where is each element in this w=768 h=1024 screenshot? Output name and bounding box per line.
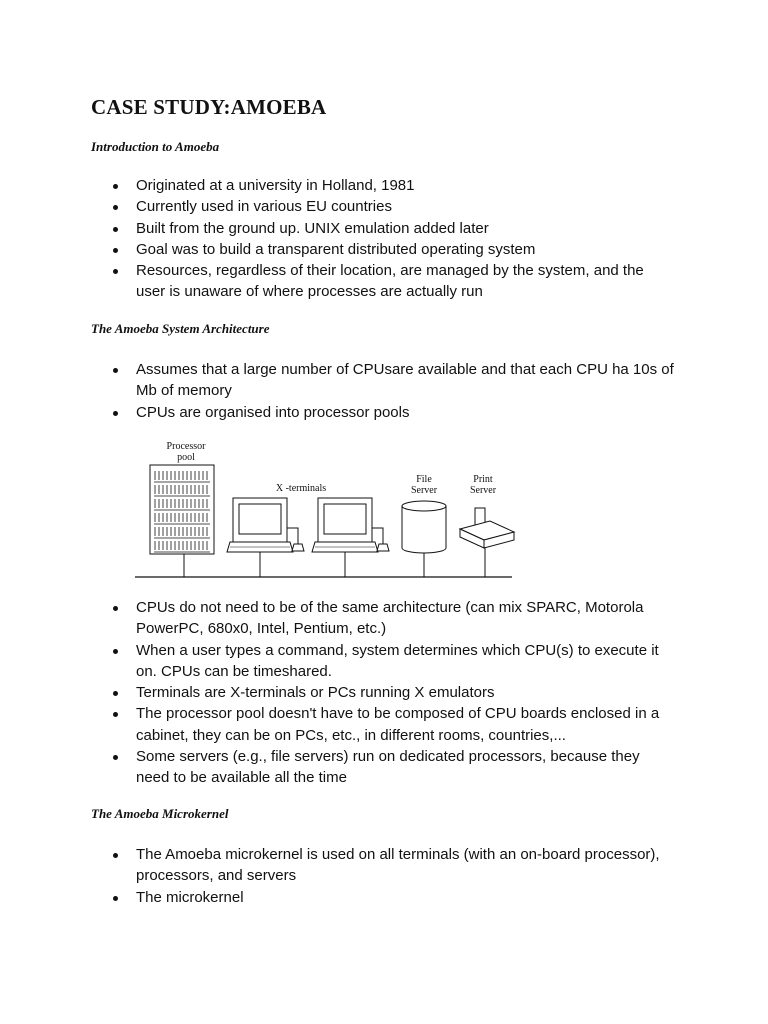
file-server-icon <box>402 474 446 577</box>
list-item: When a user types a command, system determines which CPU(s) to execute it on. CPUs can be timeshared. <box>110 640 675 683</box>
section-heading-introduction: Introduction to Amoeba <box>91 139 220 154</box>
list-item: Resources, regardless of their location, are managed by the system, and the user is unaware of where processes are actually run <box>110 260 675 303</box>
list-item: The Amoeba microkernel is used on all terminals (with an on-board processor), processors, and servers <box>110 844 675 887</box>
processor-pool-label-line1: Processor <box>166 441 206 452</box>
xterminals-label: X -terminals <box>275 483 327 494</box>
list-item: Built from the ground up. UNIX emulation added later <box>110 218 675 239</box>
architecture-details-bullet-list <box>110 597 675 789</box>
list-item: CPUs are organised into processor pools <box>110 402 675 423</box>
list-item: Originated at a university in Holland, 1981 <box>110 175 675 196</box>
section-heading-microkernel: The Amoeba Microkernel <box>91 806 229 821</box>
architecture-bullet-list <box>110 359 675 423</box>
file-server-label-line1: File <box>416 474 432 485</box>
x-terminal-icon <box>312 498 389 577</box>
list-item: Assumes that a large number of CPUsare available and that each CPU ha 10s of Mb of memory <box>110 359 675 402</box>
list-item: Goal was to build a transparent distributed operating system <box>110 239 675 260</box>
list-item: CPUs do not need to be of the same architecture (can mix SPARC, Motorola PowerPC, 680x0, Intel, Pentium, etc.) <box>110 597 675 640</box>
list-item: Currently used in various EU countries <box>110 196 675 217</box>
processor-pool-icon <box>150 441 214 577</box>
print-server-icon <box>460 474 514 577</box>
processor-pool-label-line2: pool <box>177 452 195 463</box>
list-item: Terminals are X-terminals or PCs running X emulators <box>110 682 675 703</box>
section-heading-architecture: The Amoeba System Architecture <box>91 321 270 336</box>
amoeba-architecture-diagram <box>130 436 520 586</box>
document-title: CASE STUDY:AMOEBA <box>91 95 327 119</box>
list-item: Some servers (e.g., file servers) run on dedicated processors, because they need to be available all the time <box>110 746 675 789</box>
print-server-label-line2: Server <box>469 485 497 496</box>
microkernel-bullet-list <box>110 844 675 908</box>
print-server-label-line1: Print <box>473 474 493 485</box>
list-item: The microkernel <box>110 887 675 908</box>
x-terminal-icon <box>227 498 304 577</box>
introduction-bullet-list <box>110 175 675 303</box>
file-server-label-line2: Server <box>410 485 438 496</box>
list-item: The processor pool doesn't have to be composed of CPU boards enclosed in a cabinet, they can be on PCs, etc., in different rooms, countries,... <box>110 703 675 746</box>
